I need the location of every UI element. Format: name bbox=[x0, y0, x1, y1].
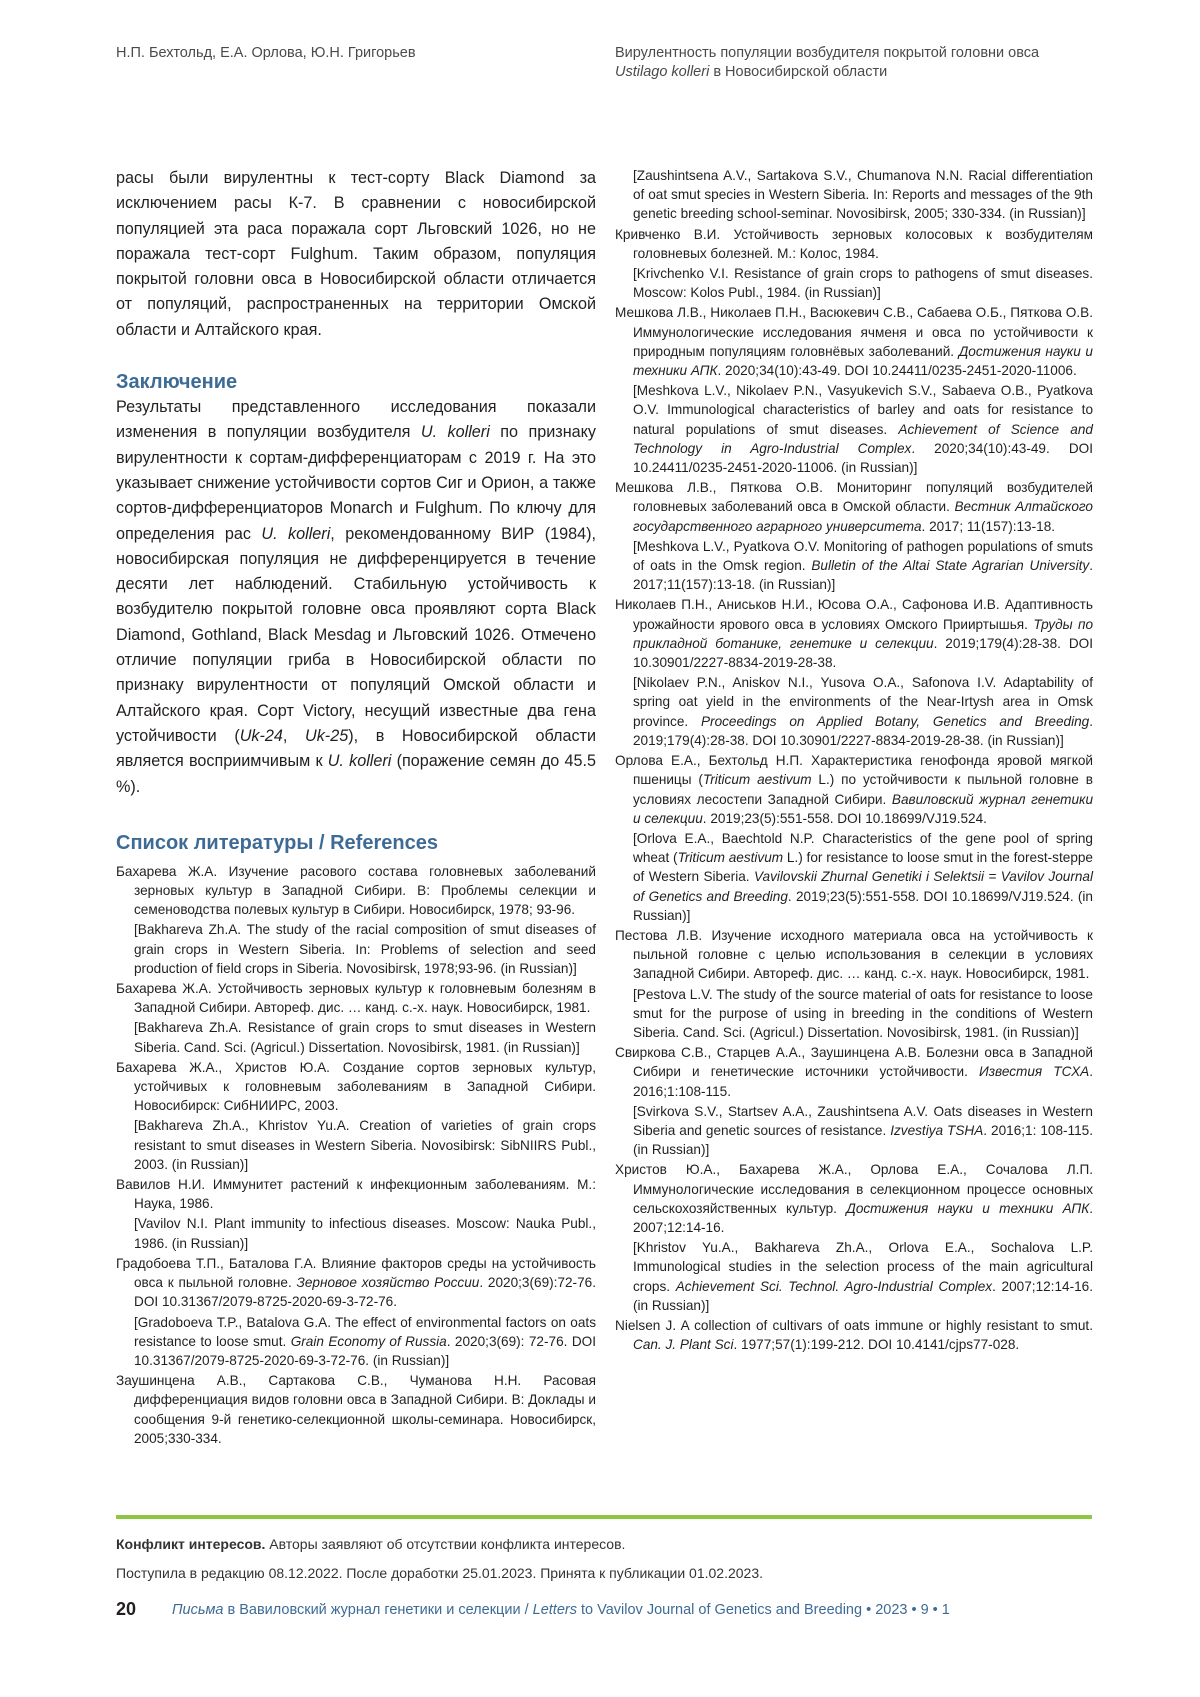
running-header-title-line1: Вирулентность популяции возбудителя покрытой головни овса bbox=[615, 45, 1040, 61]
reference-entry bbox=[615, 1316, 1093, 1354]
reference-entry bbox=[615, 926, 1093, 1042]
reference-en: [Khristov Yu.A., Bakhareva Zh.A., Orlova E.A., Sochalova L.P. Immunological studies in the selection process of the main agricultural crops. Achievement Sci. Technol. Agro-Industrial Complex. 2007;12:14-16. (in Russian)] bbox=[633, 1240, 1094, 1313]
running-header-title-line2: Ustilago kolleri в Новосибирской области bbox=[615, 64, 888, 80]
reference-entry bbox=[615, 1160, 1093, 1315]
conclusion-heading: Заключение bbox=[116, 371, 238, 394]
reference-entry bbox=[116, 1058, 596, 1174]
reference-entry bbox=[615, 303, 1093, 477]
right-column bbox=[615, 166, 1093, 1355]
reference-en: [Gradoboeva T.P., Batalova G.A. The effect of environmental factors on oats resistance to loose smut. Grain Economy of Russia. 2020;3(69): 72-76. DOI 10.31367/2079-8725-2020-69-3-72-76. (in Russian)] bbox=[134, 1314, 596, 1368]
reference-en: [Meshkova L.V., Pyatkova O.V. Monitoring of pathogen populations of smuts of oats in the Omsk region. Bulletin of the Altai State Agrarian University. 2017;11(157):13-18. (in Russian)] bbox=[633, 538, 1093, 593]
page-number: 20 bbox=[116, 1599, 137, 1619]
intro-paragraph: расы были вирулентны к тест-сорту Black Diamond за исключением расы К-7. В сравнении с новосибирской популяцией эта раса поражала сорт Льговский 1026, но не поражала тест-сорт Fulghum. Таким образом, популяция покрытой головни овса в Новосибирской области отличается от популяций, распространенных на территории Омской области и Алтайского края. bbox=[116, 169, 596, 339]
reference-ru: Заушинцена А.В., Сартакова С.В., Чуманова Н.Н. Расовая дифференциация видов головни овса в Западной Сибири. В: Доклады и сообщения 9-й генетико-селекционной школы-семинара. Новосибирск, 2005;330-334. bbox=[116, 1373, 596, 1446]
reference-en: [Meshkova L.V., Nikolaev P.N., Vasyukevich S.V., Sabaeva O.B., Pyatkova O.V. Immunological characteristics of barley and oats for resistance to natural populations of smut diseases. Achievement of Science and Technology in Agro-Industrial Complex. 2020;34(10):43-49. DOI 10.24411/0235-2451-2020-11006. (in Russian)] bbox=[633, 383, 1093, 476]
reference-en: [Svirkova S.V., Startsev A.A., Zaushintsena A.V. Oats diseases in Western Siberia and genetic sources of resistance. Izvestiya TSHA. 2016;1: 108-115. (in Russian)] bbox=[633, 1103, 1093, 1158]
reference-ru: Градобоева Т.П., Баталова Г.А. Влияние факторов среды на устойчивость овса к пыльной головне. Зерновое хозяйство России. 2020;3(69):72-76. DOI 10.31367/2079-8725-2020-69-3-72-76. bbox=[116, 1255, 596, 1310]
reference-ru: Свиркова С.В., Старцев А.А., Заушинцена А.В. Болезни овса в Западной Сибири и генетические источники устойчивости. Известия ТСХА. 2016;1:108-115. bbox=[615, 1045, 1093, 1099]
reference-ru: Орлова Е.А., Бехтольд Н.П. Характеристика генофонда яровой мягкой пшеницы (Triticum aestivum L.) по устойчивости к пыльной головне в условиях лесостепи Западной Сибири. Вавиловский журнал генетики и селекции. 2019;23(5):551-558. DOI 10.18699/VJ19.524. bbox=[615, 753, 1094, 826]
reference-ru: Бахарева Ж.А. Изучение расового состава головневых заболеваний зерновых культур в Западной Сибири. В: Проблемы селекции и семеноводства полевых культур в Сибири. Новосибирск, 1978; 93-96. bbox=[116, 863, 596, 918]
running-header-authors: Н.П. Бехтольд, Е.А. Орлова, Ю.Н. Григорьев bbox=[116, 45, 416, 61]
reference-en: [Nikolaev P.N., Aniskov N.I., Yusova O.A., Safonova I.V. Adaptability of spring oat yield in the environments of the Near-Irtysh area in Omsk province. Proceedings on Applied Botany, Genetics and Breeding. 2019;179(4):28-38. DOI 10.30901/2227-8834-2019-28-38. (in Russian)] bbox=[633, 675, 1094, 748]
received-dates: Поступила в редакцию 08.12.2022. После доработки 25.01.2023. Принята к публикации 01.02.2023. bbox=[116, 1565, 763, 1581]
reference-entry bbox=[116, 1254, 596, 1370]
reference-en: [Pestova L.V. The study of the source material of oats for resistance to loose smut for the purpose of using in breeding in the conditions of Western Siberia. Cand. Sci. (Agricul.) Dissertation. Novosibirsk, 1981. (in Russian)] bbox=[633, 986, 1093, 1040]
reference-entry bbox=[615, 595, 1093, 750]
conflict-of-interest: Конфликт интересов. Авторы заявляют об отсутствии конфликта интересов. bbox=[116, 1536, 626, 1552]
conclusion-paragraph: Результаты представленного исследования показали изменения в популяции возбудителя U. kolleri по признаку вирулентности к сортам-дифференциаторам с 2019 г. На это указывает снижение устойчивости сортов Сиг и Орион, а также сортов-дифференциаторов Monarch и Fulghum. По ключу для определения рас U. kolleri, рекомендованному ВИР (1984), новосибирская популяция не дифференцируется в течение десяти лет наблюдений. Стабильную устойчивость к возбудителю покрытой головне овса проявляют сорта Black Diamond, Gothland, Black Mesdag и Льговский 1026. Отмечено отличие популяции гриба в Новосибирской области по признаку вирулентности от популяций Омской области и Алтайского края. Сорт Victory, несущий известные два гена устойчивости (Uk-24, Uk-25), в Новосибирской области является восприимчивым к U. kolleri (поражение семян до 45.5 %). bbox=[116, 398, 596, 796]
reference-entry bbox=[615, 225, 1093, 303]
reference-entry bbox=[116, 862, 596, 978]
journal-footer: Письма в Вавиловский журнал генетики и селекции / Letters to Vavilov Journal of Genetics and Breeding • 2023 • 9 • 1 bbox=[172, 1602, 950, 1618]
reference-entry bbox=[615, 751, 1093, 925]
references-heading: Список литературы / References bbox=[116, 831, 438, 854]
reference-entry bbox=[116, 979, 596, 1057]
reference-ru: Кривченко В.И. Устойчивость зерновых колосовых к возбудителям головневых болезней. М.: Колос, 1984. bbox=[615, 226, 1093, 261]
footer-divider bbox=[116, 1515, 1092, 1519]
reference-ru: Бахарева Ж.А. Устойчивость зерновых культур к головневым болезням в Западной Сибири. Автореф. дис. … канд. с.-х. наук. Новосибирск, 1981. bbox=[116, 981, 596, 1016]
reference-ru: Мешкова Л.В., Пяткова О.В. Мониторинг популяций возбудителей головневых заболеваний овса в Омской области. Вестник Алтайского государственного аграрного университета. 2017; 11(157):13-18. bbox=[615, 480, 1093, 534]
reference-en: [Zaushintsena A.V., Sartakova S.V., Chumanova N.N. Racial differentiation of oat smut species in Western Siberia. In: Reports and messages of the 9th genetic breeding school-seminar. Novosibirsk, 2005; 330-334. (in Russian)] bbox=[633, 168, 1093, 222]
reference-ru: Мешкова Л.В., Николаев П.Н., Васюкевич С.В., Сабаева О.Б., Пяткова О.В. Иммунологические исследования ячменя и овса по устойчивости к природным популяциям головнёвых заболеваний. Достижения науки и техники АПК. 2020;34(10):43-49. DOI 10.24411/0235-2451-2020-11006. bbox=[615, 305, 1093, 379]
reference-en: [Krivchenko V.I. Resistance of grain crops to pathogens of smut diseases. Moscow: Kolos Publ., 1984. (in Russian)] bbox=[633, 266, 1093, 301]
reference-ru: Вавилов Н.И. Иммунитет растений к инфекционным заболеваниям. М.: Наука, 1986. bbox=[116, 1177, 596, 1212]
reference-entry bbox=[615, 1043, 1093, 1159]
reference-en: [Vavilov N.I. Plant immunity to infectious diseases. Moscow: Nauka Publ., 1986. (in Russian)] bbox=[134, 1216, 596, 1251]
reference-en: [Bakhareva Zh.A., Khristov Yu.A. Creation of varieties of grain crops resistant to smut diseases in Western Siberia. Novosibirsk: SibNIIRS Publ., 2003. (in Russian)] bbox=[134, 1118, 596, 1172]
reference-en: [Bakhareva Zh.A. The study of the racial composition of smut diseases of grain crops in Western Siberia. In: Problems of selection and seed production of field crops in Siberia. Novosibirsk, 1978;93-96. (in Russian)] bbox=[134, 922, 596, 976]
reference-ru: Николаев П.Н., Аниськов Н.И., Юсова О.А., Сафонова И.В. Адаптивность урожайности ярового овса в условиях Омского Прииртышья. Труды по прикладной ботанике, генетике и селекции. 2019;179(4):28-38. DOI 10.30901/2227-8834-2019-28-38. bbox=[615, 597, 1094, 671]
reference-ru: Бахарева Ж.А., Христов Ю.А. Создание сортов зерновых культур, устойчивых к головневым заболеваниям в Западной Сибири. Новосибирск: СибНИИРС, 2003. bbox=[116, 1059, 596, 1114]
reference-entry bbox=[116, 1175, 596, 1253]
reference-entry bbox=[615, 478, 1093, 594]
reference-ru: Христов Ю.А., Бахарева Ж.А., Орлова Е.А., Сочалова Л.П. Иммунологические исследования в селекционном процессе основных сельскохозяйственных культур. Достижения науки и техники АПК. 2007;12:14-16. bbox=[615, 1162, 1093, 1235]
reference-en: Nielsen J. A collection of cultivars of oats immune or highly resistant to smut. Can. J. Plant Sci. 1977;57(1):199-212. DOI 10.4141/cjps77-028. bbox=[615, 1317, 1093, 1353]
reference-entry bbox=[116, 1371, 596, 1448]
reference-en: [Orlova E.A., Baechtold N.P. Characteristics of the gene pool of spring wheat (Triticum aestivum L.) for resistance to loose smut in the forest-steppe of Western Siberia. Vavilovskii Zhurnal Genetiki i Selektsii = Vavilov Journal of Genetics and Breeding. 2019;23(5):551-558. DOI 10.18699/VJ19.524. (in Russian)] bbox=[633, 830, 1094, 923]
running-header-title bbox=[615, 44, 1115, 82]
reference-en: [Bakhareva Zh.A. Resistance of grain crops to smut diseases in Western Siberia. Cand. Sci. (Agricul.) Dissertation. Novosibirsk, 1981. (in Russian)] bbox=[134, 1020, 596, 1055]
left-column bbox=[116, 166, 596, 1449]
reference-ru: Пестова Л.В. Изучение исходного материала овса на устойчивость к пыльной головне с целью использования в селекции в условиях Западной Сибири. Автореф. дис. … канд. с.-х. наук. Новосибирск, 1981. bbox=[615, 927, 1093, 982]
